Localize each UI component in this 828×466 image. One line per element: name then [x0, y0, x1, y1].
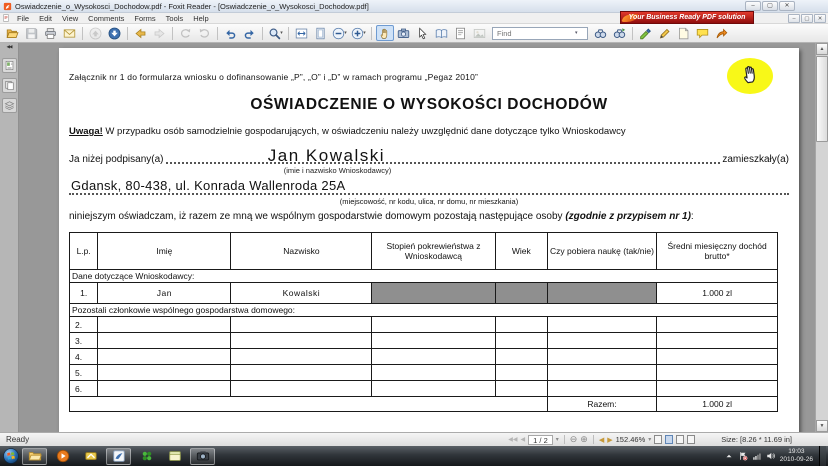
- hand-cursor-icon: [739, 63, 761, 90]
- previous-view-button[interactable]: [132, 25, 150, 41]
- col-header-age: Wiek: [495, 233, 547, 270]
- show-desktop-button[interactable]: [819, 446, 826, 466]
- minimize-button[interactable]: –: [745, 1, 761, 11]
- previous-page-status-button[interactable]: ◀: [520, 437, 526, 443]
- tray-expand-button[interactable]: [724, 451, 734, 461]
- system-tray: [724, 446, 826, 466]
- notice-label: Uwaga!: [69, 126, 103, 137]
- banner-text: Your Business Ready PDF solution: [628, 14, 746, 21]
- income-cell[interactable]: [657, 349, 778, 365]
- section-label: Pozostali członkowie wspólnego gospodarstwa domowego:: [70, 304, 778, 317]
- fit-width-button[interactable]: [293, 25, 311, 41]
- toolbar-separator: [172, 27, 173, 40]
- network-button[interactable]: [752, 451, 762, 461]
- window-controls: [745, 1, 795, 11]
- col-header-income: Średni miesięczny dochód brutto*: [657, 233, 778, 270]
- menu-item[interactable]: Tools: [165, 13, 184, 23]
- section-label: Dane dotyczące Wnioskodawcy:: [70, 270, 778, 283]
- close-button[interactable]: ✕: [779, 1, 795, 11]
- toolbar-separator: [217, 27, 218, 40]
- facing-pages-button[interactable]: [433, 25, 451, 41]
- first-name-cell[interactable]: [98, 365, 231, 381]
- text-viewer-button[interactable]: [452, 25, 470, 41]
- col-header-first-name: Imię: [98, 233, 231, 270]
- address-value[interactable]: Gdansk, 80-438, ul. Konrada Wallenroda 25A: [71, 177, 346, 193]
- find-previous-button[interactable]: [611, 25, 629, 41]
- promo-banner[interactable]: [620, 11, 754, 24]
- layers-panel-button[interactable]: [2, 98, 17, 113]
- toolbar-separator: [127, 27, 128, 40]
- declaration-line: [69, 145, 789, 175]
- find-box[interactable]: [492, 27, 588, 40]
- age-cell[interactable]: [495, 317, 547, 333]
- scrollbar-thumb[interactable]: [816, 56, 828, 142]
- declaration-suffix: zamieszkały(a): [722, 153, 789, 165]
- col-header-education: Czy pobiera naukę (tak/nie): [547, 233, 656, 270]
- income-cell[interactable]: [657, 381, 778, 397]
- education-cell-disabled: [547, 283, 656, 304]
- section-row-household: [70, 304, 778, 317]
- vertical-scrollbar[interactable]: [815, 43, 828, 432]
- row-number: 4.: [70, 349, 98, 365]
- income-cell[interactable]: [657, 317, 778, 333]
- last-name-cell[interactable]: Kowalski: [231, 283, 372, 304]
- income-cell[interactable]: 1.000 zl: [657, 283, 778, 304]
- first-name-cell[interactable]: Jan: [98, 283, 231, 304]
- relation-cell[interactable]: [372, 365, 495, 381]
- note-button[interactable]: [675, 25, 693, 41]
- main-area: [0, 43, 828, 432]
- age-cell[interactable]: [495, 349, 547, 365]
- toolbar-separator: [288, 27, 289, 40]
- open-button[interactable]: [4, 25, 22, 41]
- first-page-button[interactable]: ◀◀: [508, 437, 518, 443]
- next-page-button[interactable]: [106, 25, 124, 41]
- collapse-panel-button[interactable]: ◀◀: [6, 44, 12, 49]
- taskbar-apps: [22, 448, 215, 465]
- name-caption: (imie i nazwisko Wnioskodawcy): [283, 165, 392, 175]
- income-cell[interactable]: [657, 365, 778, 381]
- row-number: 5.: [70, 365, 98, 381]
- last-name-cell[interactable]: [231, 317, 372, 333]
- menu-item[interactable]: Edit: [39, 13, 53, 23]
- col-header-relation: Stopień pokrewieństwa z Wnioskodawcą: [372, 233, 495, 270]
- facing-view-button[interactable]: [676, 435, 684, 444]
- taskbar-active-app-button[interactable]: [106, 448, 131, 465]
- last-name-cell[interactable]: [231, 333, 372, 349]
- page-size-label: Size: [8.26 * 11.69 in]: [721, 435, 792, 444]
- statement-emphasis: (zgodnie z przypisem nr 1): [565, 210, 691, 222]
- taskbar: [0, 446, 828, 466]
- education-cell[interactable]: [547, 365, 656, 381]
- col-header-last-name: Nazwisko: [231, 233, 372, 270]
- back-view-button[interactable]: ◀: [598, 436, 605, 444]
- select-text-button[interactable]: [414, 25, 432, 41]
- declaration-prefix: Ja niżej podpisany(a): [69, 153, 164, 165]
- relation-cell[interactable]: [372, 349, 495, 365]
- education-cell[interactable]: [547, 349, 656, 365]
- save-button[interactable]: [23, 25, 41, 41]
- toolbar: [0, 24, 828, 43]
- cursor-highlight: [727, 58, 773, 94]
- attachment-note: Załącznik nr 1 do formularza wniosku o dofinansowanie „P”, „O” i „D” w ramach programu „Pegaz 2010”: [69, 72, 479, 82]
- taskbar-camera-button[interactable]: [190, 448, 215, 465]
- education-cell[interactable]: [547, 333, 656, 349]
- document-title: OŚWIADCZENIE O WYSOKOŚCI DOCHODÓW: [250, 96, 608, 113]
- first-name-cell[interactable]: [98, 381, 231, 397]
- next-view-button[interactable]: [151, 25, 169, 41]
- total-label: Razem:: [547, 397, 656, 412]
- pdf-document-icon: [2, 14, 12, 22]
- row-number: 1.: [70, 283, 98, 304]
- income-cell[interactable]: [657, 333, 778, 349]
- table-row: [70, 365, 778, 381]
- education-cell[interactable]: [547, 317, 656, 333]
- zoom-out-button[interactable]: ▾: [331, 25, 349, 41]
- notice-text: W przypadku osób samodzielnie gospodarujących, w oświadczeniu należy uwzględnić dane dotyczące tylko Wnioskodawcy: [102, 126, 626, 137]
- age-cell[interactable]: [495, 381, 547, 397]
- pdf-page: [59, 48, 799, 432]
- first-name-cell[interactable]: [98, 333, 231, 349]
- zoom-in-button[interactable]: ▾: [350, 25, 368, 41]
- scrollbar-track: [816, 143, 828, 420]
- action-center-button[interactable]: [738, 451, 748, 461]
- taskbar-explorer-button[interactable]: [22, 448, 47, 465]
- tray-icons: [724, 451, 776, 461]
- last-name-cell[interactable]: [231, 365, 372, 381]
- total-value[interactable]: 1.000 zl: [657, 397, 778, 412]
- find-next-button[interactable]: [592, 25, 610, 41]
- menu-item[interactable]: Forms: [134, 13, 156, 23]
- notice-paragraph: [69, 126, 789, 138]
- statement-paragraph: [69, 211, 789, 224]
- relation-cell[interactable]: [372, 381, 495, 397]
- menu-bar: [0, 13, 828, 24]
- mdi-restore-button[interactable]: ▢: [801, 14, 813, 23]
- typewriter-button[interactable]: [656, 25, 674, 41]
- row-number: 6.: [70, 381, 98, 397]
- taskbar-media-player-button[interactable]: [50, 448, 75, 465]
- status-ready-label: Ready: [6, 435, 30, 444]
- page-dropdown-icon[interactable]: ▾: [555, 437, 559, 443]
- panel-buttons: [2, 53, 17, 113]
- table-row: [70, 317, 778, 333]
- zoom-tool-button[interactable]: ▾: [267, 25, 285, 41]
- name-value[interactable]: Jan Kowalski: [267, 145, 385, 165]
- toolbar-separator: [371, 27, 372, 40]
- age-cell-disabled: [495, 283, 547, 304]
- status-bar: [0, 432, 828, 446]
- scroll-down-button[interactable]: ▼: [816, 420, 828, 432]
- dotted-line: [69, 193, 789, 195]
- rotate-left-button[interactable]: [177, 25, 195, 41]
- mdi-window-controls: [788, 14, 826, 23]
- total-row: [70, 397, 778, 412]
- pages-panel-button[interactable]: [2, 78, 17, 93]
- toolbar-separator: [262, 27, 263, 40]
- col-header-lp: L.p.: [70, 233, 98, 270]
- volume-button[interactable]: [766, 451, 776, 461]
- navigation-panel: [0, 43, 19, 432]
- table-row: [70, 333, 778, 349]
- last-name-cell[interactable]: [231, 349, 372, 365]
- email-button[interactable]: [61, 25, 79, 41]
- education-cell[interactable]: [547, 381, 656, 397]
- statement-text: niniejszym oświadczam, iż razem ze mną we wspólnym gospodarstwie domowym pozostają następujące osoby: [69, 210, 566, 222]
- first-name-cell[interactable]: [98, 317, 231, 333]
- table-header-row: [70, 233, 778, 270]
- table-row: [70, 349, 778, 365]
- find-dropdown-icon[interactable]: ▾: [575, 30, 578, 36]
- previous-page-button[interactable]: [87, 25, 105, 41]
- window-title: Oswiadczenie_o_Wysokosci_Dochodow.pdf - Foxit Reader - [Oswiadczenie_o_Wysokosci_Dochodow.pdf]: [15, 1, 369, 11]
- hand-tool-button[interactable]: [376, 25, 394, 41]
- menu-items: [12, 14, 214, 23]
- zoom-level[interactable]: 152.46%: [615, 435, 646, 444]
- relation-cell-disabled: [372, 283, 495, 304]
- income-table: [69, 232, 778, 412]
- foxit-app-icon: [3, 2, 12, 11]
- scroll-up-button[interactable]: ▲: [816, 43, 828, 55]
- row-number: 3.: [70, 333, 98, 349]
- zoom-dropdown-icon[interactable]: ▾: [648, 437, 652, 443]
- single-page-view-button[interactable]: [654, 435, 662, 444]
- name-field[interactable]: [166, 145, 721, 175]
- snapshot-button[interactable]: [395, 25, 413, 41]
- print-button[interactable]: [42, 25, 60, 41]
- applicant-row: [70, 283, 778, 304]
- address-field[interactable]: [69, 177, 789, 195]
- status-controls: [508, 435, 695, 445]
- last-name-cell[interactable]: [231, 381, 372, 397]
- image-tool-button[interactable]: [471, 25, 489, 41]
- bookmarks-panel-button[interactable]: [2, 58, 17, 73]
- document-area: [19, 43, 815, 432]
- toolbar-separator: [82, 27, 83, 40]
- clock[interactable]: [780, 448, 813, 464]
- continuous-facing-view-button[interactable]: [687, 435, 695, 444]
- continuous-view-button[interactable]: [665, 435, 673, 444]
- find-input[interactable]: [495, 28, 575, 39]
- menu-item[interactable]: Comments: [88, 13, 125, 23]
- clock-date: 2010-09-26: [779, 456, 813, 463]
- row-number: 2.: [70, 317, 98, 333]
- start-button[interactable]: [2, 448, 19, 465]
- table-row: [70, 381, 778, 397]
- first-name-cell[interactable]: [98, 349, 231, 365]
- age-cell[interactable]: [495, 365, 547, 381]
- taskbar-webcam-button[interactable]: [134, 448, 159, 465]
- comment-button[interactable]: [694, 25, 712, 41]
- annotation-button[interactable]: [637, 25, 655, 41]
- mdi-minimize-button[interactable]: –: [788, 14, 800, 23]
- relation-cell[interactable]: [372, 333, 495, 349]
- address-caption: (miejscowość, nr kodu, ulica, nr domu, nr mieszkania): [339, 196, 519, 206]
- menu-item[interactable]: View: [62, 13, 79, 23]
- age-cell[interactable]: [495, 333, 547, 349]
- statement-end: :: [690, 210, 694, 222]
- undo-button[interactable]: [222, 25, 240, 41]
- redo-button[interactable]: [241, 25, 259, 41]
- share-button[interactable]: [713, 25, 731, 41]
- forward-view-button[interactable]: ▶: [607, 436, 613, 444]
- page-indicator[interactable]: 1 / 2: [528, 435, 553, 445]
- relation-cell[interactable]: [372, 317, 495, 333]
- mdi-close-button[interactable]: ✕: [814, 14, 826, 23]
- fit-page-button[interactable]: [312, 25, 330, 41]
- menu-item[interactable]: File: [17, 13, 30, 23]
- status-zoom-in-button[interactable]: ⊕: [580, 434, 588, 444]
- section-row-applicant: [70, 270, 778, 283]
- toolbar-separator: [632, 27, 633, 40]
- status-zoom-out-button[interactable]: ⊖: [569, 434, 578, 444]
- menu-item[interactable]: Help: [193, 13, 209, 23]
- taskbar-documents-button[interactable]: [162, 448, 187, 465]
- rotate-right-button[interactable]: [196, 25, 214, 41]
- taskbar-media-editor-button[interactable]: [78, 448, 103, 465]
- clock-time: 19:03: [788, 447, 805, 455]
- maximize-button[interactable]: ▢: [762, 1, 778, 11]
